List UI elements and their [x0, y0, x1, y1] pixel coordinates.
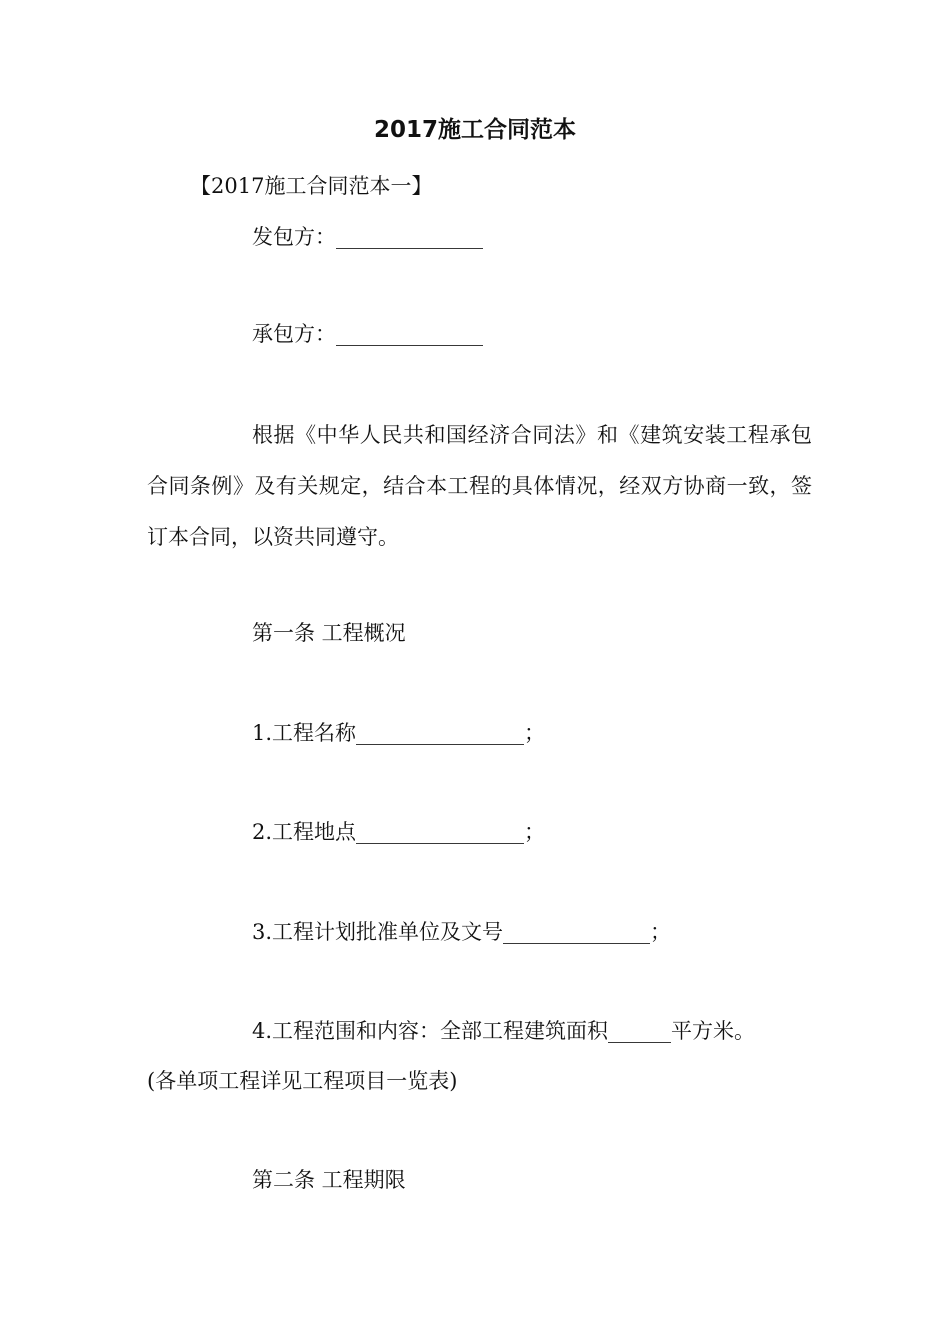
preamble-paragraph: 根据《中华人民共和国经济合同法》和《建筑安装工程承包合同条例》及有关规定，结合本工程的具体情况，经双方协商一致，签订本合同，以资共同遵守。: [147, 423, 812, 549]
article-1-heading: 第一条 工程概况: [252, 621, 406, 645]
party-b-line: 承包方：______________: [252, 322, 483, 346]
item-2-project-location: 2.工程地点________________；: [252, 820, 546, 844]
item-4-scope-line-2: (各单项工程详见工程项目一览表): [147, 1069, 458, 1093]
item-1-project-name: 1.工程名称________________；: [252, 721, 546, 745]
item-3-approval-unit: 3.工程计划批准单位及文号______________；: [252, 920, 672, 944]
item-4-scope-line-1: 4.工程范围和内容：全部工程建筑面积______平方米。: [252, 1019, 756, 1043]
contract-subtitle: 【2017施工合同范本一】: [190, 174, 433, 198]
party-a-line: 发包方：______________: [252, 225, 483, 249]
article-2-heading: 第二条 工程期限: [252, 1168, 406, 1192]
document-title: 2017施工合同范本: [373, 117, 576, 143]
